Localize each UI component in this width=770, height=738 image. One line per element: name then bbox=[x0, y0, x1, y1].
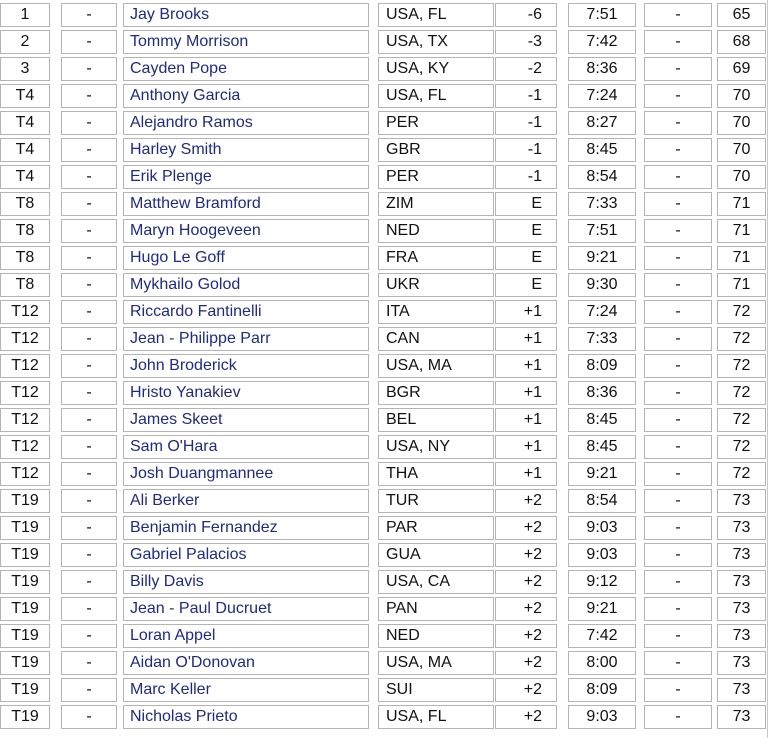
player-name-link[interactable]: Matthew Bramford bbox=[130, 195, 261, 212]
movement-cell: - bbox=[61, 624, 117, 648]
player-name-link[interactable]: Josh Duangmannee bbox=[130, 465, 274, 482]
total-cell: 73 bbox=[717, 705, 766, 729]
player-name-link[interactable]: Nicholas Prieto bbox=[130, 708, 238, 725]
tee-time-cell: 8:45 bbox=[568, 408, 636, 432]
movement-cell: - bbox=[61, 651, 117, 675]
movement-cell: - bbox=[61, 516, 117, 540]
player-name-cell bbox=[123, 165, 369, 189]
table-row bbox=[0, 435, 770, 462]
player-name-link[interactable]: Ali Berker bbox=[130, 492, 200, 509]
country-cell: USA, NY bbox=[378, 435, 494, 459]
total-cell: 72 bbox=[717, 381, 766, 405]
thru-cell: - bbox=[644, 84, 712, 108]
position-cell: T19 bbox=[0, 705, 50, 729]
total-cell: 70 bbox=[717, 165, 766, 189]
player-name-cell bbox=[123, 381, 369, 405]
total-cell: 73 bbox=[717, 543, 766, 567]
tee-time-cell: 9:21 bbox=[568, 246, 636, 270]
movement-cell: - bbox=[61, 273, 117, 297]
tee-time-cell: 8:54 bbox=[568, 489, 636, 513]
to-par-cell: -2 bbox=[495, 57, 557, 81]
movement-cell: - bbox=[61, 30, 117, 54]
table-row bbox=[0, 516, 770, 543]
movement-cell: - bbox=[61, 705, 117, 729]
movement-cell: - bbox=[61, 327, 117, 351]
movement-cell: - bbox=[61, 462, 117, 486]
table-row bbox=[0, 246, 770, 273]
country-cell: PER bbox=[378, 165, 494, 189]
movement-cell: - bbox=[61, 408, 117, 432]
player-name-cell bbox=[123, 435, 369, 459]
position-cell: T12 bbox=[0, 435, 50, 459]
player-name-cell bbox=[123, 57, 369, 81]
country-cell: USA, MA bbox=[378, 651, 494, 675]
country-cell: USA, FL bbox=[378, 3, 494, 27]
player-name-link[interactable]: Gabriel Palacios bbox=[130, 546, 247, 563]
player-name-cell bbox=[123, 84, 369, 108]
player-name-cell bbox=[123, 597, 369, 621]
position-cell: T12 bbox=[0, 300, 50, 324]
movement-cell: - bbox=[61, 570, 117, 594]
player-name-cell bbox=[123, 300, 369, 324]
table-row bbox=[0, 327, 770, 354]
table-row bbox=[0, 354, 770, 381]
table-row bbox=[0, 651, 770, 678]
to-par-cell: -3 bbox=[495, 30, 557, 54]
total-cell: 68 bbox=[717, 30, 766, 54]
position-cell: 3 bbox=[0, 57, 50, 81]
position-cell: T12 bbox=[0, 408, 50, 432]
player-name-link[interactable]: Tommy Morrison bbox=[130, 33, 249, 50]
position-cell: T12 bbox=[0, 381, 50, 405]
player-name-cell bbox=[123, 30, 369, 54]
player-name-cell bbox=[123, 219, 369, 243]
total-cell: 72 bbox=[717, 327, 766, 351]
movement-cell: - bbox=[61, 192, 117, 216]
position-cell: T8 bbox=[0, 246, 50, 270]
position-cell: T19 bbox=[0, 678, 50, 702]
country-cell: NED bbox=[378, 219, 494, 243]
position-cell: T19 bbox=[0, 516, 50, 540]
tee-time-cell: 9:03 bbox=[568, 705, 636, 729]
position-cell: T12 bbox=[0, 462, 50, 486]
country-cell: GUA bbox=[378, 543, 494, 567]
tee-time-cell: 7:42 bbox=[568, 624, 636, 648]
country-cell: THA bbox=[378, 462, 494, 486]
movement-cell: - bbox=[61, 165, 117, 189]
thru-cell: - bbox=[644, 651, 712, 675]
table-row bbox=[0, 489, 770, 516]
player-name-cell bbox=[123, 624, 369, 648]
player-name-link[interactable]: Riccardo Fantinelli bbox=[130, 303, 262, 320]
total-cell: 72 bbox=[717, 300, 766, 324]
thru-cell: - bbox=[644, 57, 712, 81]
player-name-cell bbox=[123, 111, 369, 135]
thru-cell: - bbox=[644, 435, 712, 459]
total-cell: 72 bbox=[717, 462, 766, 486]
player-name-link[interactable]: Hugo Le Goff bbox=[130, 249, 225, 266]
to-par-cell: E bbox=[495, 273, 557, 297]
position-cell: 2 bbox=[0, 30, 50, 54]
to-par-cell: +1 bbox=[495, 408, 557, 432]
position-cell: T19 bbox=[0, 570, 50, 594]
to-par-cell: E bbox=[495, 219, 557, 243]
total-cell: 71 bbox=[717, 273, 766, 297]
player-name-cell bbox=[123, 273, 369, 297]
total-cell: 72 bbox=[717, 435, 766, 459]
total-cell: 70 bbox=[717, 138, 766, 162]
position-cell: T4 bbox=[0, 84, 50, 108]
thru-cell: - bbox=[644, 192, 712, 216]
position-cell: T19 bbox=[0, 597, 50, 621]
tee-time-cell: 7:33 bbox=[568, 327, 636, 351]
tee-time-cell: 8:36 bbox=[568, 381, 636, 405]
country-cell: PAR bbox=[378, 516, 494, 540]
movement-cell: - bbox=[61, 111, 117, 135]
tee-time-cell: 9:21 bbox=[568, 597, 636, 621]
thru-cell: - bbox=[644, 597, 712, 621]
movement-cell: - bbox=[61, 84, 117, 108]
player-name-cell bbox=[123, 3, 369, 27]
to-par-cell: +2 bbox=[495, 651, 557, 675]
table-row bbox=[0, 381, 770, 408]
position-cell: T8 bbox=[0, 192, 50, 216]
position-cell: T12 bbox=[0, 327, 50, 351]
to-par-cell: +2 bbox=[495, 624, 557, 648]
tee-time-cell: 9:03 bbox=[568, 543, 636, 567]
to-par-cell: E bbox=[495, 192, 557, 216]
player-name-cell bbox=[123, 192, 369, 216]
to-par-cell: -1 bbox=[495, 165, 557, 189]
tee-time-cell: 7:24 bbox=[568, 300, 636, 324]
to-par-cell: +1 bbox=[495, 381, 557, 405]
country-cell: TUR bbox=[378, 489, 494, 513]
player-name-link[interactable]: Alejandro Ramos bbox=[130, 114, 253, 131]
total-cell: 73 bbox=[717, 624, 766, 648]
movement-cell: - bbox=[61, 381, 117, 405]
player-name-link[interactable]: Anthony Garcia bbox=[130, 87, 241, 104]
tee-time-cell: 8:09 bbox=[568, 678, 636, 702]
tee-time-cell: 9:21 bbox=[568, 462, 636, 486]
table-row bbox=[0, 30, 770, 57]
movement-cell: - bbox=[61, 435, 117, 459]
movement-cell: - bbox=[61, 489, 117, 513]
total-cell: 70 bbox=[717, 111, 766, 135]
total-cell: 71 bbox=[717, 219, 766, 243]
movement-cell: - bbox=[61, 219, 117, 243]
country-cell: PAN bbox=[378, 597, 494, 621]
tee-time-cell: 8:45 bbox=[568, 138, 636, 162]
player-name-link[interactable]: Mykhailo Golod bbox=[130, 276, 241, 293]
table-row bbox=[0, 84, 770, 111]
total-cell: 73 bbox=[717, 570, 766, 594]
player-name-cell bbox=[123, 327, 369, 351]
to-par-cell: -1 bbox=[495, 111, 557, 135]
to-par-cell: +2 bbox=[495, 489, 557, 513]
position-cell: T8 bbox=[0, 273, 50, 297]
thru-cell: - bbox=[644, 219, 712, 243]
table-row bbox=[0, 300, 770, 327]
leaderboard-table bbox=[0, 3, 770, 732]
country-cell: GBR bbox=[378, 138, 494, 162]
movement-cell: - bbox=[61, 354, 117, 378]
player-name-cell bbox=[123, 408, 369, 432]
thru-cell: - bbox=[644, 381, 712, 405]
total-cell: 72 bbox=[717, 354, 766, 378]
to-par-cell: +1 bbox=[495, 300, 557, 324]
country-cell: CAN bbox=[378, 327, 494, 351]
movement-cell: - bbox=[61, 543, 117, 567]
movement-cell: - bbox=[61, 597, 117, 621]
player-name-link[interactable]: James Skeet bbox=[130, 411, 223, 428]
thru-cell: - bbox=[644, 111, 712, 135]
player-name-link[interactable]: Marc Keller bbox=[130, 681, 211, 698]
position-cell: T8 bbox=[0, 219, 50, 243]
thru-cell: - bbox=[644, 273, 712, 297]
total-cell: 73 bbox=[717, 516, 766, 540]
thru-cell: - bbox=[644, 543, 712, 567]
country-cell: UKR bbox=[378, 273, 494, 297]
tee-time-cell: 9:03 bbox=[568, 516, 636, 540]
position-cell: T19 bbox=[0, 624, 50, 648]
thru-cell: - bbox=[644, 354, 712, 378]
to-par-cell: E bbox=[495, 246, 557, 270]
player-name-cell bbox=[123, 705, 369, 729]
player-name-link[interactable]: John Broderick bbox=[130, 357, 237, 374]
country-cell: BEL bbox=[378, 408, 494, 432]
total-cell: 72 bbox=[717, 408, 766, 432]
player-name-link[interactable]: Jean - Philippe Parr bbox=[130, 330, 271, 347]
thru-cell: - bbox=[644, 408, 712, 432]
table-row bbox=[0, 570, 770, 597]
thru-cell: - bbox=[644, 300, 712, 324]
thru-cell: - bbox=[644, 570, 712, 594]
tee-time-cell: 8:54 bbox=[568, 165, 636, 189]
to-par-cell: +1 bbox=[495, 462, 557, 486]
tee-time-cell: 8:09 bbox=[568, 354, 636, 378]
table-row bbox=[0, 408, 770, 435]
player-name-link[interactable]: Jean - Paul Ducruet bbox=[130, 600, 272, 617]
table-row bbox=[0, 219, 770, 246]
player-name-cell bbox=[123, 489, 369, 513]
country-cell: FRA bbox=[378, 246, 494, 270]
player-name-link[interactable]: Billy Davis bbox=[130, 573, 204, 590]
tee-time-cell: 7:33 bbox=[568, 192, 636, 216]
tee-time-cell: 7:24 bbox=[568, 84, 636, 108]
tee-time-cell: 8:00 bbox=[568, 651, 636, 675]
player-name-cell bbox=[123, 651, 369, 675]
table-row bbox=[0, 624, 770, 651]
position-cell: T4 bbox=[0, 138, 50, 162]
player-name-link[interactable]: Hristo Yanakiev bbox=[130, 384, 241, 401]
table-row bbox=[0, 192, 770, 219]
player-name-cell bbox=[123, 570, 369, 594]
player-name-cell bbox=[123, 354, 369, 378]
tee-time-cell: 9:12 bbox=[568, 570, 636, 594]
thru-cell: - bbox=[644, 678, 712, 702]
to-par-cell: +2 bbox=[495, 597, 557, 621]
table-row bbox=[0, 705, 770, 732]
table-row bbox=[0, 597, 770, 624]
thru-cell: - bbox=[644, 327, 712, 351]
thru-cell: - bbox=[644, 489, 712, 513]
table-row bbox=[0, 273, 770, 300]
table-row bbox=[0, 138, 770, 165]
player-name-link[interactable]: Loran Appel bbox=[130, 627, 216, 644]
player-name-link[interactable]: Erik Plenge bbox=[130, 168, 212, 185]
to-par-cell: +1 bbox=[495, 327, 557, 351]
movement-cell: - bbox=[61, 57, 117, 81]
player-name-link[interactable]: Benjamin Fernandez bbox=[130, 519, 278, 536]
thru-cell: - bbox=[644, 30, 712, 54]
thru-cell: - bbox=[644, 165, 712, 189]
to-par-cell: +2 bbox=[495, 678, 557, 702]
tee-time-cell: 7:42 bbox=[568, 30, 636, 54]
to-par-cell: +1 bbox=[495, 435, 557, 459]
position-cell: T12 bbox=[0, 354, 50, 378]
to-par-cell: +1 bbox=[495, 354, 557, 378]
table-row bbox=[0, 3, 770, 30]
thru-cell: - bbox=[644, 138, 712, 162]
country-cell: NED bbox=[378, 624, 494, 648]
table-row bbox=[0, 57, 770, 84]
tee-time-cell: 8:45 bbox=[568, 435, 636, 459]
country-cell: ZIM bbox=[378, 192, 494, 216]
country-cell: USA, FL bbox=[378, 705, 494, 729]
to-par-cell: -1 bbox=[495, 84, 557, 108]
thru-cell: - bbox=[644, 624, 712, 648]
country-cell: USA, CA bbox=[378, 570, 494, 594]
country-cell: ITA bbox=[378, 300, 494, 324]
to-par-cell: -1 bbox=[495, 138, 557, 162]
thru-cell: - bbox=[644, 705, 712, 729]
total-cell: 69 bbox=[717, 57, 766, 81]
player-name-link[interactable]: Jay Brooks bbox=[130, 6, 210, 23]
movement-cell: - bbox=[61, 138, 117, 162]
movement-cell: - bbox=[61, 300, 117, 324]
country-cell: SUI bbox=[378, 678, 494, 702]
player-name-cell bbox=[123, 462, 369, 486]
total-cell: 73 bbox=[717, 651, 766, 675]
player-name-cell bbox=[123, 543, 369, 567]
player-name-link[interactable]: Harley Smith bbox=[130, 141, 222, 158]
country-cell: USA, FL bbox=[378, 84, 494, 108]
country-cell: BGR bbox=[378, 381, 494, 405]
table-row bbox=[0, 462, 770, 489]
table-right-edge bbox=[767, 0, 768, 738]
position-cell: T19 bbox=[0, 543, 50, 567]
table-row bbox=[0, 678, 770, 705]
country-cell: USA, TX bbox=[378, 30, 494, 54]
movement-cell: - bbox=[61, 3, 117, 27]
tee-time-cell: 7:51 bbox=[568, 219, 636, 243]
total-cell: 65 bbox=[717, 3, 766, 27]
position-cell: T19 bbox=[0, 489, 50, 513]
position-cell: T4 bbox=[0, 165, 50, 189]
movement-cell: - bbox=[61, 678, 117, 702]
total-cell: 73 bbox=[717, 489, 766, 513]
player-name-cell bbox=[123, 678, 369, 702]
player-name-cell bbox=[123, 246, 369, 270]
total-cell: 73 bbox=[717, 678, 766, 702]
to-par-cell: -6 bbox=[495, 3, 557, 27]
player-name-link[interactable]: Sam O'Hara bbox=[130, 438, 218, 455]
to-par-cell: +2 bbox=[495, 705, 557, 729]
total-cell: 70 bbox=[717, 84, 766, 108]
table-row bbox=[0, 543, 770, 570]
player-name-cell bbox=[123, 138, 369, 162]
player-name-link[interactable]: Cayden Pope bbox=[130, 60, 227, 77]
tee-time-cell: 9:30 bbox=[568, 273, 636, 297]
position-cell: T4 bbox=[0, 111, 50, 135]
movement-cell: - bbox=[61, 246, 117, 270]
total-cell: 73 bbox=[717, 597, 766, 621]
country-cell: PER bbox=[378, 111, 494, 135]
total-cell: 71 bbox=[717, 246, 766, 270]
player-name-link[interactable]: Aidan O'Donovan bbox=[130, 654, 255, 671]
player-name-cell bbox=[123, 516, 369, 540]
country-cell: USA, KY bbox=[378, 57, 494, 81]
country-cell: USA, MA bbox=[378, 354, 494, 378]
table-row bbox=[0, 165, 770, 192]
player-name-link[interactable]: Maryn Hoogeveen bbox=[130, 222, 261, 239]
thru-cell: - bbox=[644, 462, 712, 486]
to-par-cell: +2 bbox=[495, 543, 557, 567]
to-par-cell: +2 bbox=[495, 516, 557, 540]
tee-time-cell: 8:27 bbox=[568, 111, 636, 135]
thru-cell: - bbox=[644, 516, 712, 540]
tee-time-cell: 7:51 bbox=[568, 3, 636, 27]
thru-cell: - bbox=[644, 246, 712, 270]
position-cell: 1 bbox=[0, 3, 50, 27]
thru-cell: - bbox=[644, 3, 712, 27]
position-cell: T19 bbox=[0, 651, 50, 675]
table-row bbox=[0, 111, 770, 138]
total-cell: 71 bbox=[717, 192, 766, 216]
to-par-cell: +2 bbox=[495, 570, 557, 594]
tee-time-cell: 8:36 bbox=[568, 57, 636, 81]
